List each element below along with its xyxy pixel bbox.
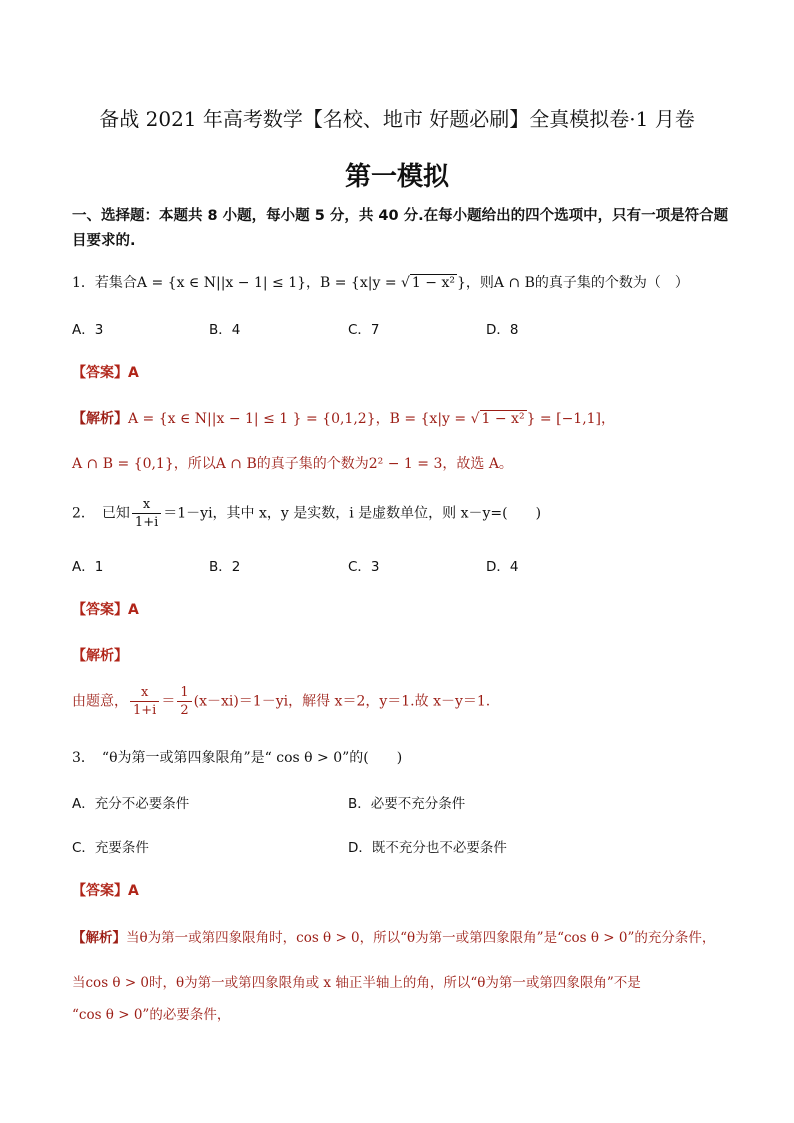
sqrt-icon: √ [470, 411, 480, 427]
option-a[interactable]: A．3 [72, 322, 104, 338]
option-a[interactable]: A．充分不必要条件 [72, 796, 190, 812]
section-heading: 一、选择题：本题共 8 小题，每小题 5 分，共 40 分.在每小题给出的四个选项中，只有一项是符合题目要求的. [72, 208, 729, 249]
option-b[interactable]: B．必要不充分条件 [348, 796, 466, 812]
radicand: 1 − x² [411, 275, 455, 291]
analysis-3-line-2: 当cos θ > 0时，θ为第一或第四象限角或 x 轴正半轴上的角，所以“θ为第一或第四象限角”不是 [72, 975, 641, 991]
question-1-stem: 1．若集合A = {x ∈ N||x − 1| ≤ 1}，B = {x|y = √ 1 − x² }，则A ∩ B的真子集的个数为（ ） [72, 275, 689, 291]
option-a[interactable]: A．1 [72, 559, 104, 575]
option-d[interactable]: D．4 [486, 559, 519, 575]
analysis-1-line-2: A ∩ B = {0,1}，所以A ∩ B的真子集的个数为2² − 1 = 3，故选 A。 [72, 456, 513, 472]
question-3-stem: 3． “θ为第一或第四象限角”是“ cos θ > 0”的( ) [72, 750, 403, 766]
question-2-stem: 2． 已知 $\frac{x}{1+i}$ ＝1－yi，其中 x，y 是实数，i 是虚数单位，则 x－y=( ) [72, 497, 542, 530]
fraction: $\frac{x}{1+i}$ [132, 496, 161, 531]
answer-1: 【答案】A [72, 365, 139, 381]
analysis-1-line-1: 【解析】A = {x ∈ N||x − 1| ≤ 1 } = {0,1,2}，B = {x|y = √ 1 − x² } = [−1,1]， [72, 411, 616, 427]
option-b[interactable]: B．2 [209, 559, 241, 575]
option-b[interactable]: B．4 [209, 322, 241, 338]
fraction: $\frac{1}{2}$ [177, 684, 191, 719]
analysis-2-line-1: 由题意， $\frac{x}{1+i}$ ＝ $\frac{1}{2}$ (x－xi)＝1－yi，解得 x＝2，y＝1.故 x－y＝1. [72, 685, 491, 718]
analysis-3-line-1: 【解析】当θ为第一或第四象限角时，cos θ > 0，所以“θ为第一或第四象限角”是“cos θ > 0”的充分条件， [72, 930, 716, 946]
set-a-expr: A = {x ∈ N||x − 1| ≤ 1} [136, 275, 307, 291]
option-c[interactable]: C．充要条件 [72, 840, 149, 856]
sqrt-icon: √ [401, 275, 410, 291]
analysis-2-label: 【解析】 [72, 648, 128, 664]
document-title: 备战 2021 年高考数学【名校、地市 好题必刷】全真模拟卷·1 月卷 [99, 107, 695, 131]
option-d[interactable]: D．8 [486, 322, 519, 338]
option-d[interactable]: D．既不充分也不必要条件 [348, 840, 507, 856]
answer-2: 【答案】A [72, 602, 139, 618]
mock-exam-title: 第一模拟 [344, 162, 449, 192]
fraction: $\frac{x}{1+i}$ [130, 684, 159, 719]
answer-3: 【答案】A [72, 883, 139, 899]
option-c[interactable]: C．7 [348, 322, 380, 338]
analysis-3-line-3: “cos θ > 0”的必要条件， [72, 1007, 231, 1023]
option-c[interactable]: C．3 [348, 559, 380, 575]
